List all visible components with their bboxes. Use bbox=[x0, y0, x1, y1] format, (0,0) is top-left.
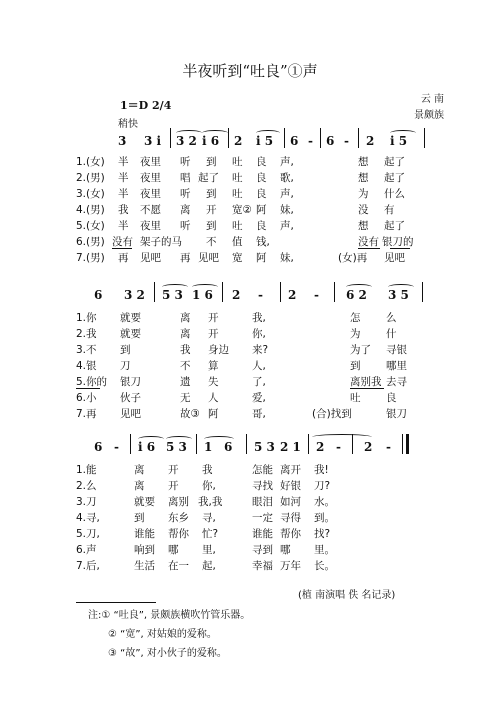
performer-credit: (植 南演唱 佚 名记录) bbox=[298, 590, 396, 601]
note-group: - bbox=[308, 134, 313, 148]
lyrics-block-3: 1.能 离 开 我 怎能 离开 我! 2.么 离 开 你, 寻找 好银 刀? 3.刀 就要 离别 我,我 眼泪 如河 水。 4.寻, 到 东乡 寻, 一定 寻得 到。 5.刀, 谁能 帮你 忙? 谁能 帮你 找? 6.声 响到 哪 里, 寻到 哪 里。 7.后, 生活 在一 起, 幸福 万年 长。 bbox=[76, 464, 335, 572]
barline bbox=[308, 434, 309, 454]
slur bbox=[256, 130, 280, 136]
note-group: i 5 bbox=[256, 134, 274, 148]
barline bbox=[422, 282, 423, 302]
note-group: 6 bbox=[94, 440, 103, 454]
slur bbox=[390, 130, 416, 136]
footnote-3: ③ “故”, 对小伙子的爱称。 bbox=[108, 648, 227, 659]
note-group: 3 5 bbox=[388, 288, 409, 302]
slur bbox=[176, 130, 202, 136]
notation-system-1 bbox=[110, 128, 430, 152]
note-group: 6 bbox=[290, 134, 299, 148]
note-group: 5 3 bbox=[166, 440, 187, 454]
note-group: 5 3 bbox=[254, 440, 275, 454]
note-group: 1 bbox=[204, 440, 213, 454]
key-signature: 1＝D 2/4 bbox=[120, 99, 172, 112]
note-group: - bbox=[258, 288, 263, 302]
note-group: 3 i bbox=[144, 134, 162, 148]
note-group: i 6 bbox=[202, 134, 220, 148]
barline bbox=[154, 282, 155, 302]
note-group: 3 bbox=[118, 134, 127, 148]
underline bbox=[112, 248, 132, 249]
note-group: 6 2 bbox=[346, 288, 367, 302]
note-group: 3 2 bbox=[124, 288, 145, 302]
origin-block bbox=[414, 92, 444, 124]
note-group: i 6 bbox=[138, 440, 156, 454]
barline bbox=[334, 282, 335, 302]
footnotes bbox=[88, 606, 250, 663]
note-group: 6 bbox=[94, 288, 103, 302]
notation-system-3 bbox=[90, 434, 420, 458]
barline bbox=[196, 434, 197, 454]
slur bbox=[388, 284, 414, 290]
note-group: - bbox=[336, 440, 341, 454]
slur bbox=[204, 436, 234, 442]
note-group: 5 3 bbox=[162, 288, 183, 302]
note-group: 2 bbox=[234, 134, 243, 148]
song-title: 半夜听到“吐良”①声 bbox=[182, 62, 318, 80]
lyrics-block-2: 1.你 就要 离 开 我, 怎 么 2.我 就要 离 开 你, 为 什 3.不 到 我 身边 来? 为了 寻银 4.银 刀 不 算 人, 到 哪里 5.你的 银刀 遗 失 了, 离别我 去寻 6.小 伙子 无 人 爱, 吐 良 7.再 见吧 故③ 阿 哥, (合)找到 银刀 bbox=[76, 312, 407, 420]
note-group: 2 bbox=[316, 440, 325, 454]
barline bbox=[280, 282, 281, 302]
note-group: - bbox=[314, 288, 319, 302]
lyrics-block-1: 1.(女) 半 夜里 听 到 吐 良 声, 想 起了 2.(男) 半 夜里 唱 起了 吐 良 歌, 想 起了 3.(女) 半 夜里 听 到 吐 良 声, 为 什么 4.(男) 我 不愿 离 开 宽② 阿 妹, 没 有 5.(女) 半 夜里 听 到 吐 良 声, 想 起了 6.(男) 没有 架子的马 不 值 钱, 没有 银刀的 7.(男) 再 见吧 再 见吧 宽 阿 妹, (女)再 见吧 bbox=[76, 156, 414, 264]
slur bbox=[202, 130, 228, 136]
note-group: 2 bbox=[232, 288, 241, 302]
barline bbox=[222, 282, 223, 302]
note-group: 2 1 bbox=[280, 440, 301, 454]
barline bbox=[228, 128, 229, 148]
slur bbox=[166, 436, 192, 442]
tie bbox=[312, 434, 372, 440]
note-group: - bbox=[114, 440, 119, 454]
barline bbox=[320, 128, 321, 148]
origin-ethnicity: 景颇族 bbox=[414, 110, 444, 121]
underline bbox=[390, 248, 410, 249]
notation-system-2 bbox=[90, 282, 430, 306]
note-group: 1 6 bbox=[192, 288, 213, 302]
underline bbox=[358, 248, 380, 249]
origin-region: 云 南 bbox=[420, 94, 444, 105]
note-group: 3 2 bbox=[176, 134, 197, 148]
note-group: 6 bbox=[224, 440, 233, 454]
note-group: 2 bbox=[364, 440, 373, 454]
note-group: 6 bbox=[326, 134, 335, 148]
slur bbox=[138, 436, 164, 442]
note-group: 2 bbox=[288, 288, 297, 302]
barline bbox=[246, 434, 247, 454]
barline bbox=[284, 128, 285, 148]
tempo-marking: 稍快 bbox=[118, 119, 138, 130]
slur bbox=[162, 284, 188, 290]
barline bbox=[170, 128, 171, 148]
barline bbox=[358, 128, 359, 148]
barline bbox=[352, 434, 353, 454]
note-group: i 5 bbox=[390, 134, 408, 148]
note-group: - bbox=[344, 134, 349, 148]
slur bbox=[192, 284, 218, 290]
barline bbox=[402, 434, 403, 454]
barline bbox=[424, 128, 425, 148]
barline bbox=[130, 434, 131, 454]
final-barline bbox=[406, 434, 409, 454]
note-group: 2 bbox=[366, 134, 375, 148]
footnote-2: ② “宽”, 对姑娘的爱称。 bbox=[108, 629, 217, 640]
footnote-1: 注:① “吐良”, 景颇族横吹竹管乐器。 bbox=[88, 610, 251, 621]
footnote-rule bbox=[76, 602, 156, 603]
slur bbox=[346, 284, 372, 290]
note-group: - bbox=[386, 440, 391, 454]
